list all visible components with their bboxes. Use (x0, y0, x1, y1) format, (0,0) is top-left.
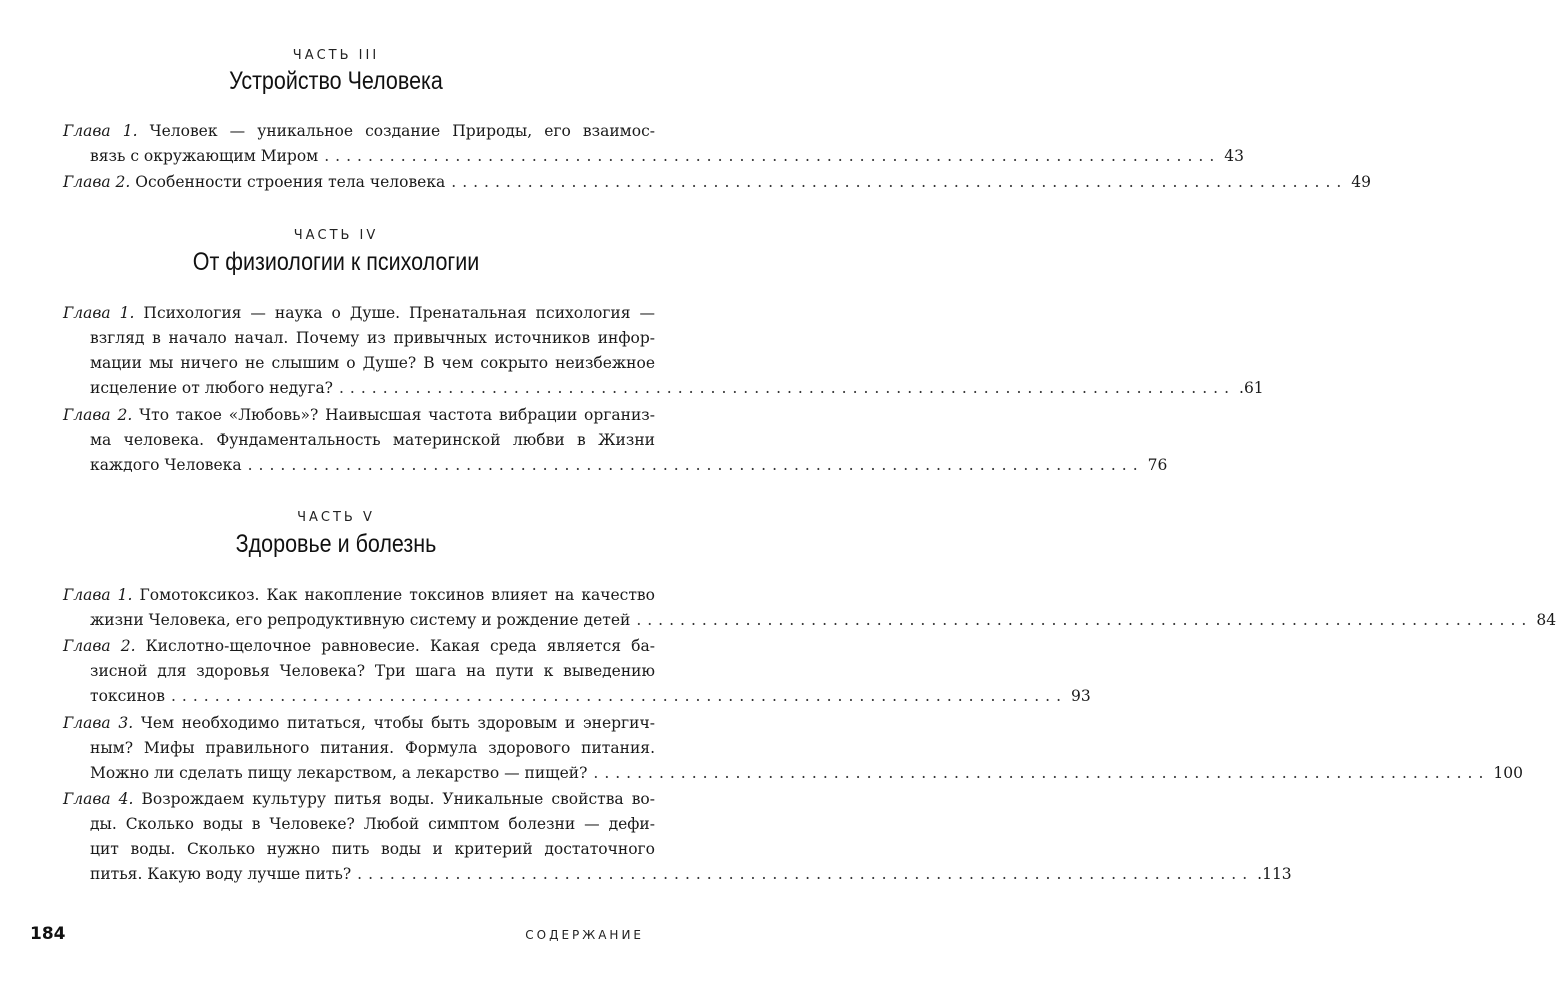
chapter-label: Глава 3. (63, 714, 134, 732)
chapter-label: Глава 2. (63, 406, 133, 424)
entry-line: мации мы ничего не слышим о Душе? В чем сокрыто неизбежное (90, 354, 655, 372)
part-title: Здоровье и болезнь (235, 530, 437, 558)
leader-dots: .................................................................................. (339, 379, 1236, 397)
page-ref: 43 (1224, 147, 1244, 165)
page-ref: 93 (1071, 687, 1091, 705)
running-head: СОДЕРЖАНИЕ (525, 928, 644, 942)
leader-dots: .................................................................................. (357, 865, 1254, 883)
entry-line: ма человека. Фундаментальность материнской любви в Жизни (90, 431, 655, 449)
page-ref: 84 (1536, 611, 1556, 629)
entry-line: питья. Какую воду лучше пить? .................................................................................. .113 (63, 862, 655, 887)
part-label: ЧАСТЬ IV (293, 228, 379, 243)
entry-line: Можно ли сделать пищу лекарством, а лекарство — пищей? .................................................................................. 100 (63, 761, 655, 786)
part-label: ЧАСТЬ V (297, 510, 375, 525)
entry-line: исцеление от любого недуга? .................................................................................. .61 (63, 376, 655, 401)
part-label: ЧАСТЬ III (292, 48, 380, 63)
chapter-label: Глава 2. (63, 637, 136, 655)
toc-entry[interactable] (63, 583, 1556, 633)
toc-entry[interactable] (63, 711, 1523, 786)
toc-entry[interactable] (63, 301, 1264, 401)
entry-line: взгляд в начало начал. Почему из привычных источников инфор- (90, 329, 655, 347)
entry-line: Глава 4. Возрождаем культуру питья воды. Уникальные свойства во- (63, 790, 655, 808)
entry-line: Глава 2. Что такое «Любовь»? Наивысшая частота вибрации организ- (63, 406, 655, 424)
page-ref: .113 (1257, 865, 1292, 883)
leader-dots: .................................................................................. (171, 687, 1068, 705)
leader-dots: .................................................................................. (593, 764, 1490, 782)
entry-line: токсинов .................................................................................. 93 (63, 684, 655, 709)
chapter-label: Глава 4. (63, 790, 134, 808)
page-ref: 49 (1351, 173, 1372, 191)
chapter-label: Глава 1. (63, 586, 133, 604)
entry-line: Глава 2. Особенности строения тела человека .................................................................................. 49 (63, 170, 655, 195)
leader-dots: .................................................................................. (324, 147, 1221, 165)
entry-line: цит воды. Сколько нужно пить воды и критерий достаточного (90, 840, 655, 858)
toc-entry[interactable] (63, 634, 1091, 709)
page-ref: 76 (1147, 456, 1168, 474)
toc-entry[interactable] (63, 119, 1244, 169)
entry-line: Глава 2. Кислотно-щелочное равновесие. Какая среда является ба- (63, 637, 655, 655)
entry-line: Глава 1. Человек — уникальное создание Природы, его взаимос- (63, 122, 655, 140)
chapter-label: Глава 1. (63, 122, 138, 140)
page-ref: .61 (1239, 379, 1264, 397)
chapter-label: Глава 1. (63, 304, 135, 322)
part-title: От физиологии к психологии (192, 248, 480, 276)
entry-line: ным? Мифы правильного питания. Формула здорового питания. (90, 739, 655, 757)
entry-line: Глава 1. Гомотоксикоз. Как накопление токсинов влияет на качество (63, 586, 655, 604)
entry-line: Глава 3. Чем необходимо питаться, чтобы быть здоровым и энергич- (63, 714, 655, 732)
toc-entry[interactable] (63, 787, 1292, 887)
page-number: 184 (30, 924, 66, 944)
entry-line: Глава 1. Психология — наука о Душе. Пренатальная психология — (63, 304, 655, 322)
entry-line: каждого Человека .................................................................................. 76 (63, 453, 655, 478)
part-title: Устройство Человека (229, 67, 443, 95)
entry-line: ды. Сколько воды в Человеке? Любой симптом болезни — дефи- (90, 815, 655, 833)
entry-line: жизни Человека, его репродуктивную систему и рождение детей .................................................................................. 84 (63, 608, 655, 633)
leader-dots: .................................................................................. (636, 611, 1533, 629)
toc-entry[interactable] (63, 403, 1168, 478)
entry-line: вязь с окружающим Миром .................................................................................. 43 (63, 144, 655, 169)
page-ref: 100 (1493, 764, 1523, 782)
toc-entry[interactable] (63, 170, 1372, 195)
leader-dots: .................................................................................. (247, 456, 1144, 474)
chapter-label: Глава 2. (63, 173, 131, 191)
leader-dots: .................................................................................. (451, 173, 1348, 191)
entry-line: зисной для здоровья Человека? Три шага на пути к выведению (90, 662, 655, 680)
